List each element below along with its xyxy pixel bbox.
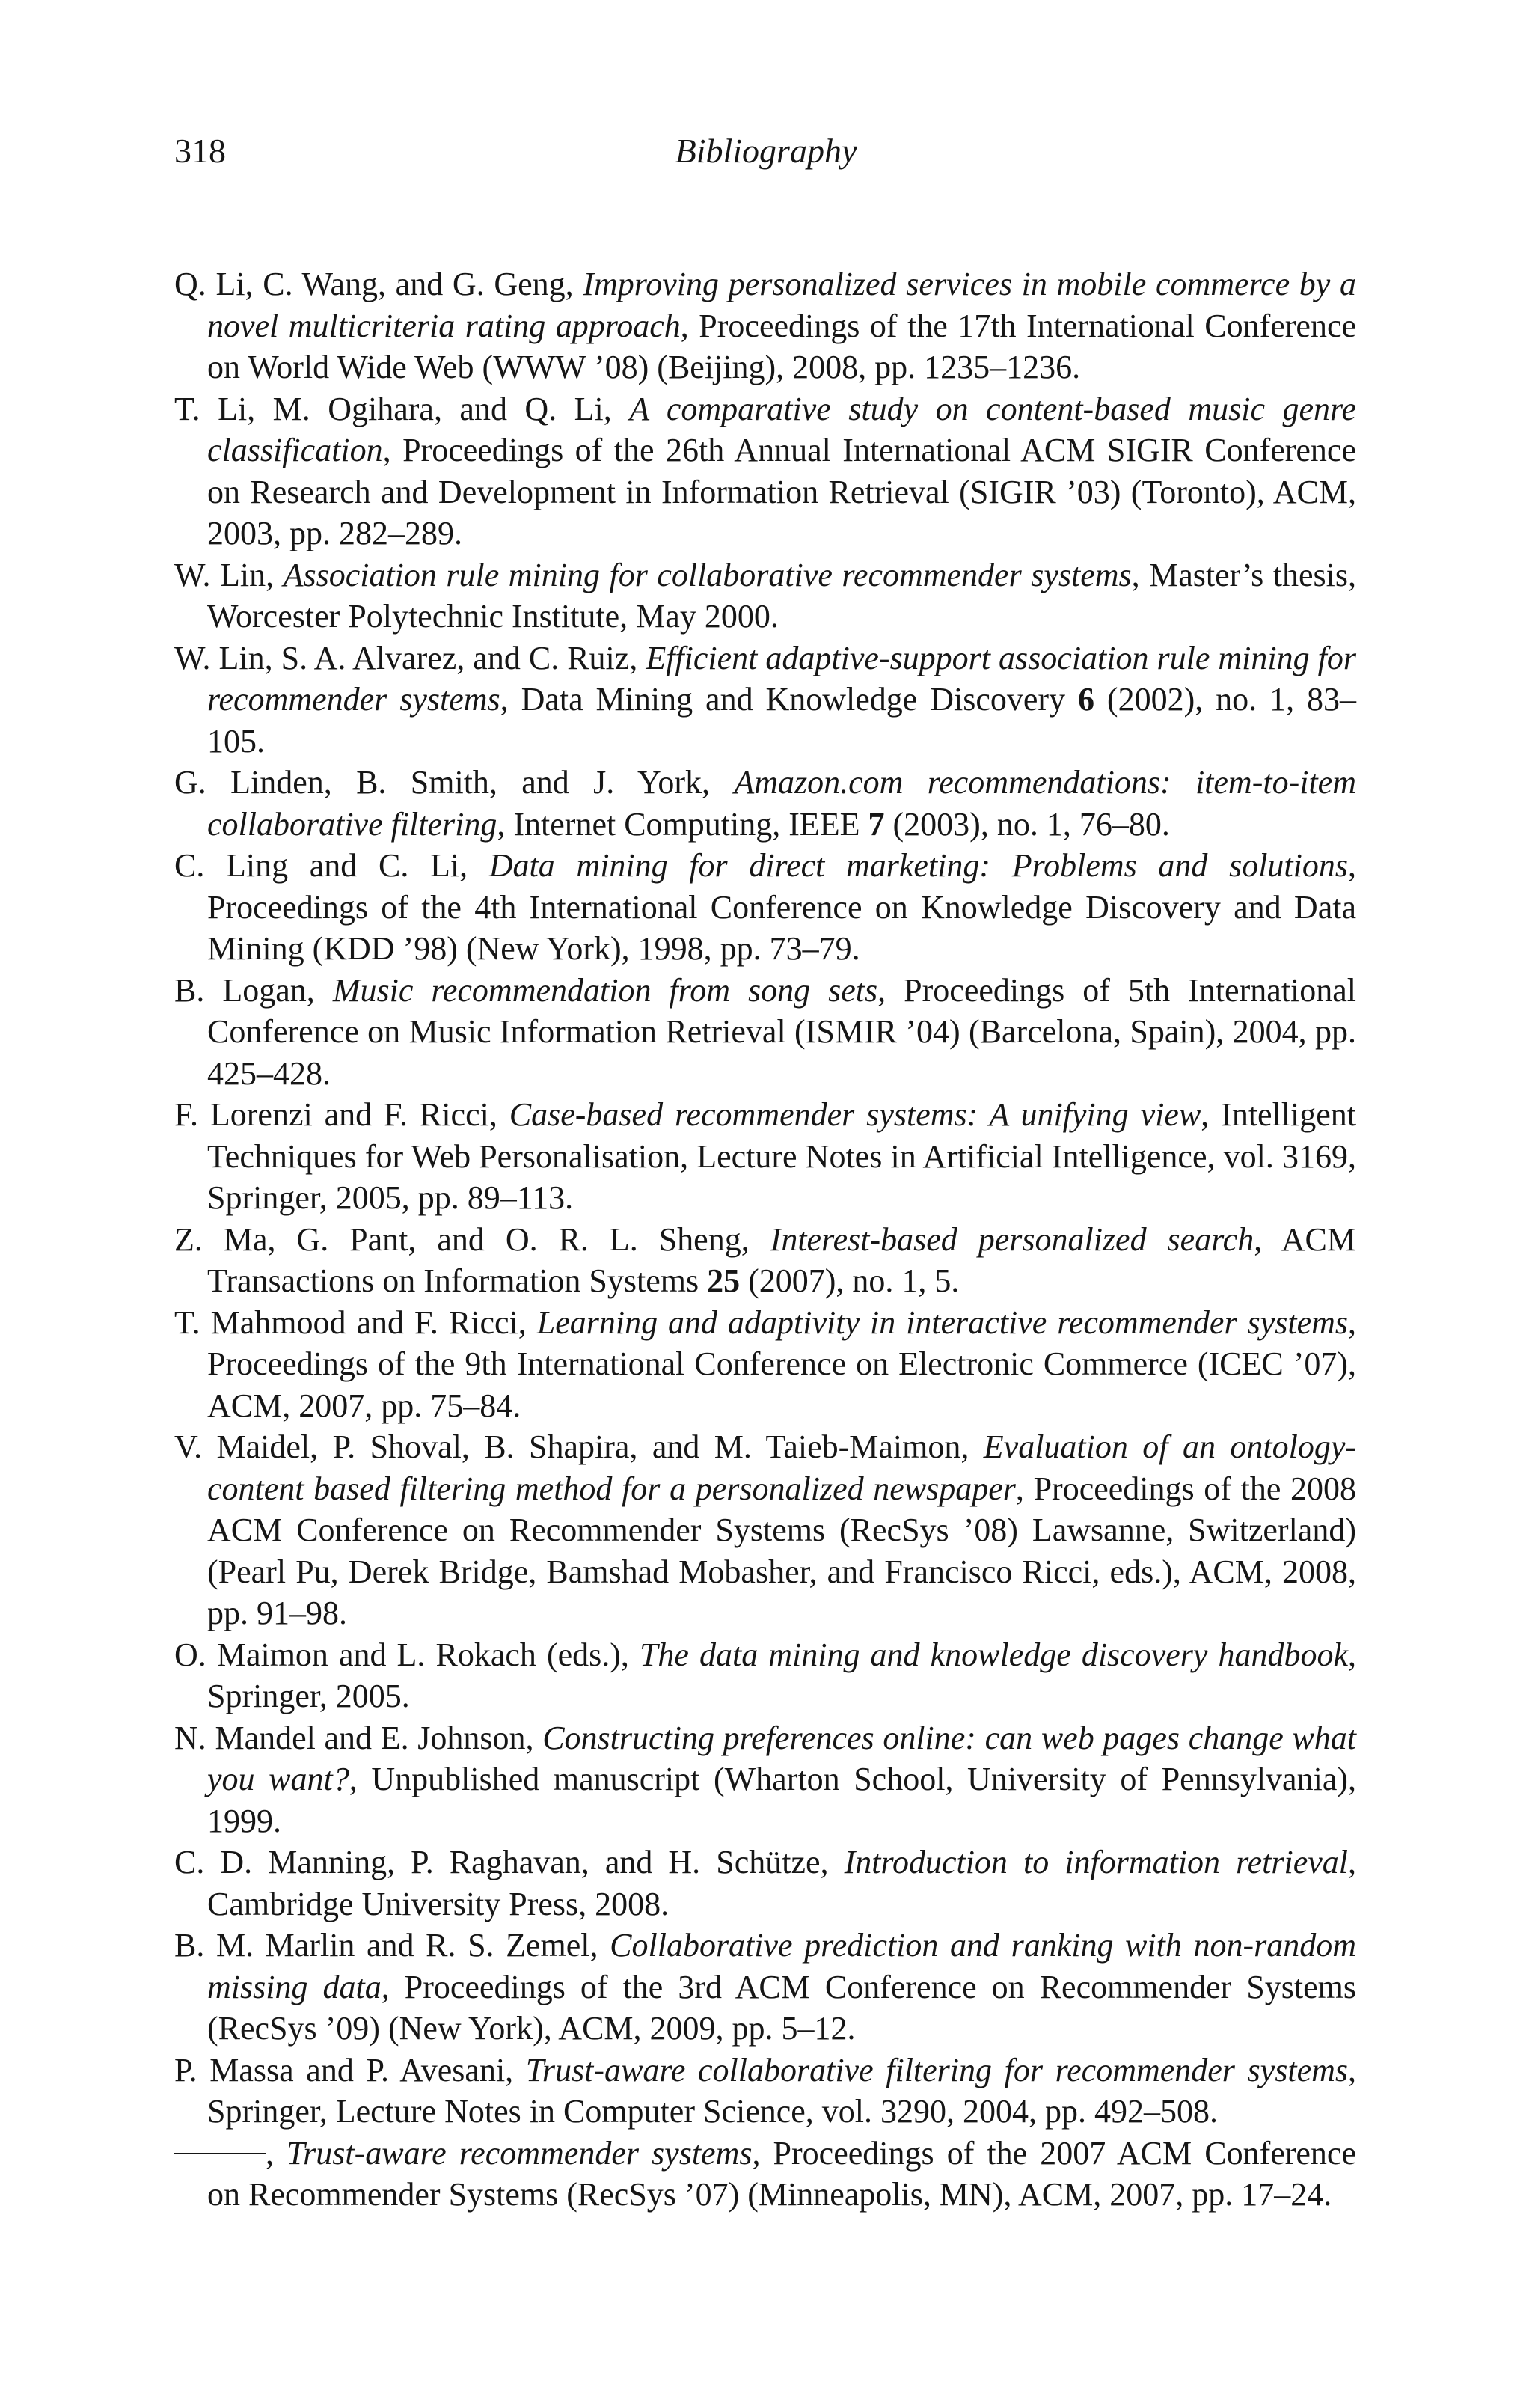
bib-entry: Q. Li, C. Wang, and G. Geng, Improving personalized services in mobile commerce by a novel multicriteria rating approach, Proceedings of the 17th International Conference on World Wide Web (WWW ’08) (Beijing), 2008, pp. 1235–1236. <box>174 266 1357 385</box>
bib-entry: N. Mandel and E. Johnson, Constructing preferences online: can web pages change what you want?, Unpublished manuscript (Wharton School, University of Pennsylvania), 1999. <box>174 1719 1356 1839</box>
running-title: Bibliography <box>675 132 857 170</box>
page-number: 318 <box>174 132 226 170</box>
bib-entry: W. Lin, Association rule mining for collaborative recommender systems, Master’s thesis, Worcester Polytechnic Institute, May 2000. <box>174 556 1356 635</box>
repeat-author-dash <box>174 2153 266 2154</box>
page-header <box>0 126 1532 177</box>
bib-entry: P. Massa and P. Avesani, Trust-aware collaborative filtering for recommender systems, Springer, Lecture Notes in Computer Science, vol. 3290, 2004, pp. 492–508. <box>174 2051 1356 2130</box>
bib-entry: T. Li, M. Ogihara, and Q. Li, A comparative study on content-based music genre classification, Proceedings of the 26th Annual International ACM SIGIR Conference on Research and Development in Information Retrieval (SIGIR ’03) (Toronto), ACM, 2003, pp. 282–289. <box>174 390 1357 551</box>
bib-entry: C. Ling and C. Li, Data mining for direct marketing: Problems and solutions, Proceedings of the 4th International Conference on Knowledge Discovery and Data Mining (KDD ’98) (New York), 1998, pp. 73–79. <box>174 847 1356 967</box>
bib-entry: O. Maimon and L. Rokach (eds.), The data mining and knowledge discovery handbook, Springer, 2005. <box>174 1636 1356 1714</box>
bib-entry: B. Logan, Music recommendation from song sets, Proceedings of 5th International Conference on Music Information Retrieval (ISMIR ’04) (Barcelona, Spain), 2004, pp. 425–428. <box>174 971 1356 1092</box>
bib-entry: W. Lin, S. A. Alvarez, and C. Ruiz, Efficient adaptive-support association rule mining for recommender systems, Data Mining and Knowledge Discovery 6 (2002), no. 1, 83–105. <box>174 639 1356 760</box>
bib-entry: B. M. Marlin and R. S. Zemel, Collaborative prediction and ranking with non-random missing data, Proceedings of the 3rd ACM Conference on Recommender Systems (RecSys ’09) (New York), ACM, 2009, pp. 5–12. <box>174 1927 1356 2047</box>
bib-entry: F. Lorenzi and F. Ricci, Case-based recommender systems: A unifying view, Intelligent Techniques for Web Personalisation, Lecture Notes in Artificial Intelligence, vol. 3169, Springer, 2005, pp. 89–113. <box>174 1096 1357 1216</box>
bib-entry: Z. Ma, G. Pant, and O. R. L. Sheng, Interest-based personalized search, ACM Transactions on Information Systems 25 (2007), no. 1, 5. <box>174 1220 1356 1299</box>
bibliography-list <box>174 263 1356 2216</box>
bib-entry: C. D. Manning, P. Raghavan, and H. Schütze, Introduction to information retrieval, Cambridge University Press, 2008. <box>174 1844 1356 1922</box>
bib-entry: V. Maidel, P. Shoval, B. Shapira, and M. Taieb-Maimon, Evaluation of an ontology-content based filtering method for a personalized newspaper, Proceedings of the 2008 ACM Conference on Recommender Systems (RecSys ’08) Lawsanne, Switzerland) (Pearl Pu, Derek Bridge, Bamshad Mobasher, and Francisco Ricci, eds.), ACM, 2008, pp. 91–98. <box>174 1428 1357 1631</box>
bib-entry: T. Mahmood and F. Ricci, Learning and adaptivity in interactive recommender systems, Proceedings of the 9th International Conference on Electronic Commerce (ICEC ’07), ACM, 2007, pp. 75–84. <box>174 1304 1356 1424</box>
bib-entry: G. Linden, B. Smith, and J. York, Amazon.com recommendations: item-to-item collaborative filtering, Internet Computing, IEEE 7 (2003), no. 1, 76–80. <box>174 764 1356 843</box>
bib-entry: , Trust-aware recommender systems, Proceedings of the 2007 ACM Conference on Recommender Systems (RecSys ’07) (Minneapolis, MN), ACM, 2007, pp. 17–24. <box>174 2133 1356 2216</box>
